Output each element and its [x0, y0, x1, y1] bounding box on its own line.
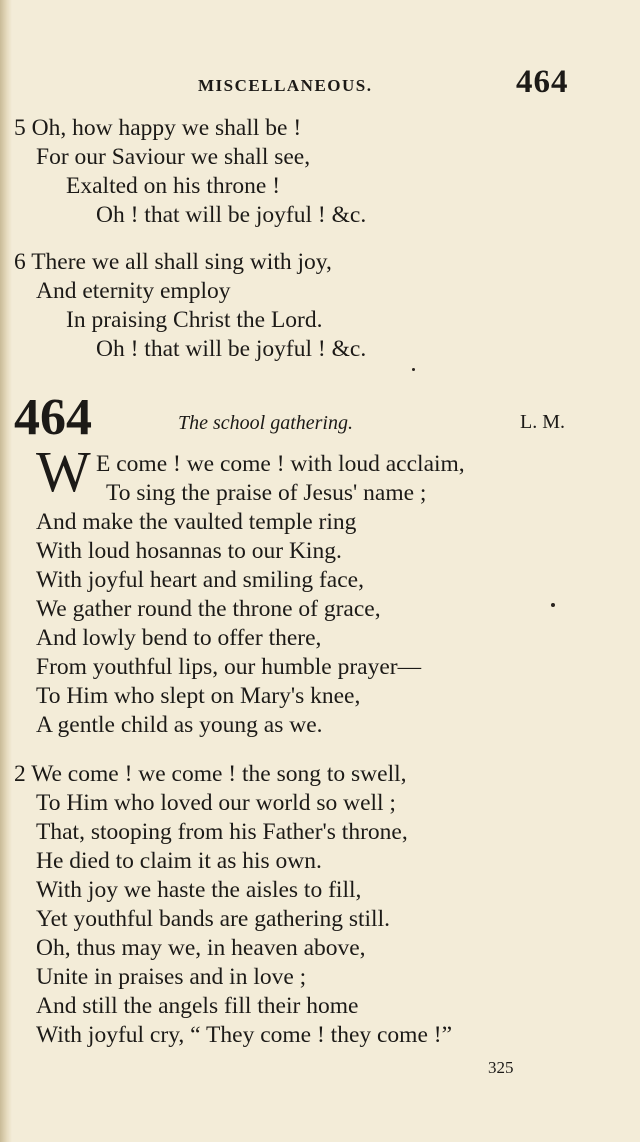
verse-line: With joy we haste the aisles to fill,	[36, 877, 362, 903]
verse-line: Oh, thus may we, in heaven above,	[36, 935, 366, 961]
verse-line: Yet youthful bands are gathering still.	[36, 906, 390, 932]
verse-line: With loud hosannas to our King.	[36, 538, 342, 564]
ink-speck	[412, 368, 415, 371]
running-title: MISCELLANEOUS.	[198, 76, 373, 95]
verse-line: He died to claim it as his own.	[36, 848, 322, 874]
verse-line: For our Saviour we shall see,	[36, 144, 311, 170]
verse-line: To sing the praise of Jesus' name ;	[106, 480, 427, 506]
verse-line: A gentle child as young as we.	[36, 712, 323, 738]
hymn-number: 464	[14, 389, 92, 446]
verse-line: Unite in praises and in love ;	[36, 964, 307, 990]
verse-line: We gather round the throne of grace,	[36, 596, 381, 622]
verse-line: And still the angels fill their home	[36, 993, 359, 1019]
verse-line: Oh ! that will be joyful ! &c.	[96, 336, 367, 362]
verse-line: E come ! we come ! with loud acclaim,	[96, 451, 465, 477]
drop-cap: W	[36, 439, 91, 504]
verse-line: 6 There we all shall sing with joy,	[14, 249, 332, 275]
verse-line: And lowly bend to offer there,	[36, 625, 322, 651]
verse-line: In praising Christ the Lord.	[66, 307, 323, 333]
verse-line: And eternity employ	[36, 278, 231, 304]
verse-line: 2 We come ! we come ! the song to swell,	[14, 761, 407, 787]
ink-speck	[551, 603, 555, 607]
verse-line: To Him who slept on Mary's knee,	[36, 683, 361, 709]
verse-line: With joyful heart and smiling face,	[36, 567, 364, 593]
verse-line: To Him who loved our world so well ;	[36, 790, 396, 816]
verse-line: Exalted on his throne !	[66, 173, 281, 199]
verse-line: Oh ! that will be joyful ! &c.	[96, 202, 367, 228]
hymn-meter: L. M.	[520, 411, 565, 433]
header-hymn-number: 464	[516, 64, 569, 100]
verse-line: From youthful lips, our humble prayer—	[36, 654, 422, 680]
page-number: 325	[488, 1058, 514, 1077]
verse-line: And make the vaulted temple ring	[36, 509, 357, 535]
verse-line: With joyful cry, “ They come ! they come !”	[36, 1022, 453, 1048]
verse-line: 5 Oh, how happy we shall be !	[14, 115, 302, 141]
verse-line: That, stooping from his Father's throne,	[36, 819, 408, 845]
hymn-title: The school gathering.	[178, 412, 353, 434]
